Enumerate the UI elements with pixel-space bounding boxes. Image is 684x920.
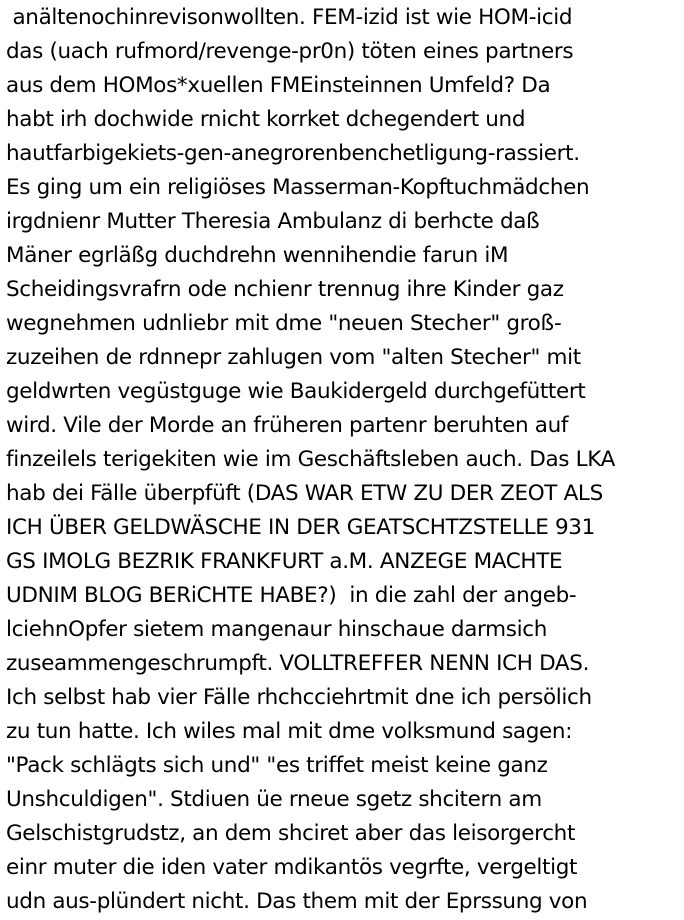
text-line: finzeilels terigekiten wie im Geschäftsleben auch. Das LKA: [6, 447, 615, 472]
text-line: wird. Vile der Morde an früheren partenr beruhten auf: [6, 413, 569, 438]
text-line: Mäner egrläßg duchdrehn wennihendie farun iM: [6, 243, 509, 268]
text-line: "Pack schlägts sich und" "es triffet meist keine ganz: [6, 753, 548, 778]
text-line: GS IMOLG BEZRIK FRANKFURT a.M. ANZEGE MACHTE: [6, 549, 563, 574]
text-line: zuzeihen de rdnnepr zahlugen vom "alten Stecher" mit: [6, 345, 581, 370]
text-line: hautfarbigekiets-gen-anegrorenbenchetligung-rassiert.: [6, 141, 580, 166]
document-body: [6, 1, 682, 919]
text-line: Unshculdigen". Stdiuen üe rneue sgetz shcitern am: [6, 787, 542, 812]
text-line: zu tun hatte. Ich wiles mal mit dme volksmund sagen:: [6, 719, 573, 744]
text-line: UDNIM BLOG BERiCHTE HABE?) in die zahl der angeb-: [6, 583, 577, 608]
text-line: zuseammengeschrumpft. VOLLTREFFER NENN ICH DAS.: [6, 651, 590, 676]
text-line: Gelschistgrudstz, an dem shciret aber das leisorgercht: [6, 821, 576, 846]
text-line: wegnehmen udnliebr mit dme "neuen Stecher" groß-: [6, 311, 562, 336]
text-line: geldwrten vegüstguge wie Baukidergeld durchgefüttert: [6, 379, 586, 404]
text-line: udn aus-plündert nicht. Das them mit der Eprssung von: [6, 889, 588, 914]
text-line: ICH ÜBER GELDWÄSCHE IN DER GEATSCHTZSTELLE 931: [6, 515, 595, 540]
text-line: aus dem HOMos*xuellen FMEinsteinnen Umfeld? Da: [6, 73, 551, 98]
text-line: irgdnienr Mutter Theresia Ambulanz di berhcte daß: [6, 209, 540, 234]
text-line: Scheidingsvrafrn ode nchienr trennug ihre Kinder gaz: [6, 277, 564, 302]
text-line: anältenochinrevisonwollten. FEM-izid ist wie HOM-icid: [6, 5, 573, 30]
text-line: hab dei Fälle überpfüft (DAS WAR ETW ZU DER ZEOT ALS: [6, 481, 603, 506]
text-line: Ich selbst hab vier Fälle rhchcciehrtmit dne ich persölich: [6, 685, 592, 710]
text-line: lciehnOpfer sietem mangenaur hinschaue darmsich: [6, 617, 547, 642]
text-line: Es ging um ein religiöses Masserman-Kopftuchmädchen: [6, 175, 590, 200]
text-line: das (uach rufmord/revenge-pr0n) töten eines partners: [6, 39, 574, 64]
text-line: habt irh dochwide rnicht korrket dchegendert und: [6, 107, 526, 132]
text-line: einr muter die iden vater mdikantös vegrfte, vergeltigt: [6, 855, 578, 880]
